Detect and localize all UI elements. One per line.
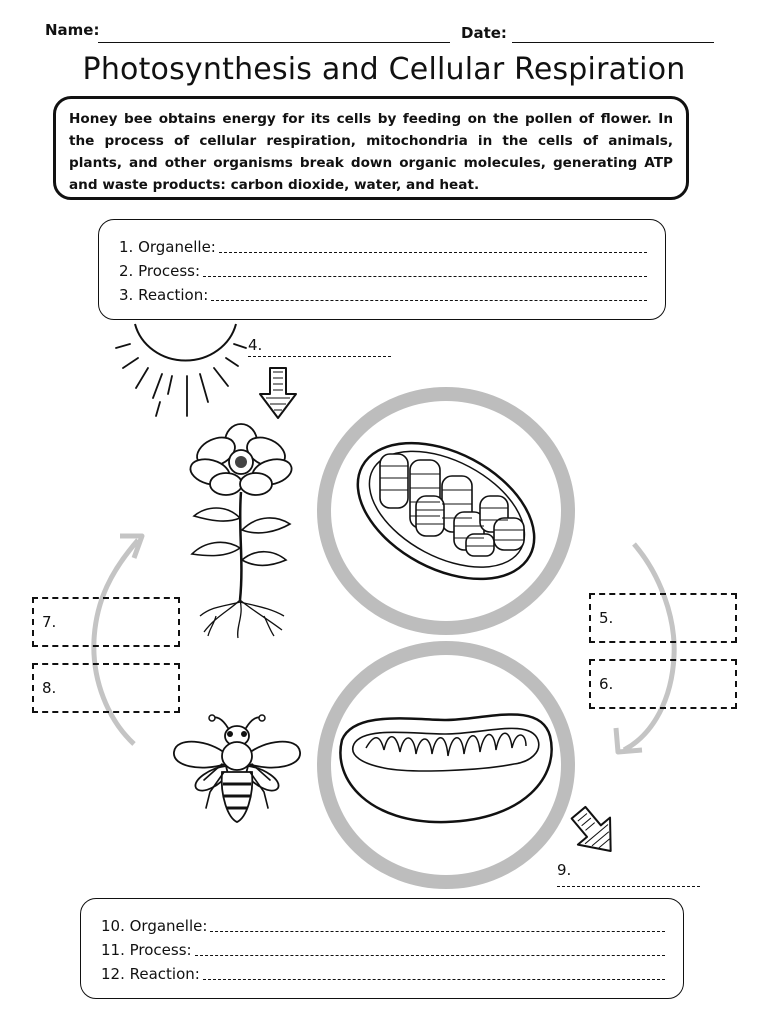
- down-arrow-icon: [566, 804, 626, 860]
- answer-line[interactable]: [219, 252, 647, 253]
- question-label: 10. Organelle:: [101, 917, 208, 935]
- page-title: Photosynthesis and Cellular Respiration: [82, 52, 686, 87]
- answer-line-9[interactable]: [557, 886, 700, 887]
- flower-icon: [186, 420, 296, 640]
- question-row-reaction-bottom: [101, 959, 665, 983]
- question-label: 1. Organelle:: [119, 238, 216, 256]
- answer-line[interactable]: [195, 955, 665, 956]
- question-row-process-bottom: [101, 935, 665, 959]
- sun-icon: [110, 318, 250, 428]
- date-label: Date:: [461, 24, 507, 42]
- date-field[interactable]: [512, 42, 714, 43]
- question-label: 3. Reaction:: [119, 286, 209, 304]
- question-row-organelle-top: [119, 232, 647, 256]
- answer-line-4[interactable]: [248, 356, 391, 357]
- chloroplast-icon: [314, 384, 578, 638]
- label-box-number: 5.: [599, 609, 614, 627]
- label-box-number: 8.: [42, 679, 57, 697]
- question-label: 2. Process:: [119, 262, 201, 280]
- answer-line[interactable]: [203, 979, 665, 980]
- answer-line[interactable]: [211, 300, 647, 301]
- label-box-5[interactable]: [589, 593, 737, 643]
- top-question-box: [98, 219, 666, 320]
- question-row-process-top: [119, 256, 647, 280]
- answer-line[interactable]: [210, 931, 665, 932]
- label-box-number: 7.: [42, 613, 57, 631]
- intro-text: Honey bee obtains energy for its cells by feeding on the pollen of flower. In the process of cellular respiration, mitochondria in the cells of animals, plants, and other organisms break down organic molecules, generating ATP and waste products: carbon dioxide, water, and heat.: [69, 111, 673, 193]
- question-row-organelle-bottom: [101, 911, 665, 935]
- bee-icon: [170, 710, 304, 826]
- down-arrow-icon: [256, 366, 300, 422]
- cycle-arrow-icon: [604, 538, 684, 758]
- label-box-number: 6.: [599, 675, 614, 693]
- bottom-question-box: [80, 898, 684, 999]
- mitochondrion-icon: [314, 640, 578, 894]
- label-number-4: 4.: [248, 336, 263, 354]
- label-box-8[interactable]: [32, 663, 180, 713]
- question-label: 11. Process:: [101, 941, 192, 959]
- label-box-7[interactable]: [32, 597, 180, 647]
- intro-box: [53, 96, 689, 200]
- label-number-9: 9.: [557, 861, 572, 879]
- question-label: 12. Reaction:: [101, 965, 200, 983]
- answer-line[interactable]: [203, 276, 647, 277]
- question-row-reaction-top: [119, 280, 647, 304]
- name-field[interactable]: [98, 42, 450, 43]
- name-label: Name:: [45, 21, 100, 39]
- label-box-6[interactable]: [589, 659, 737, 709]
